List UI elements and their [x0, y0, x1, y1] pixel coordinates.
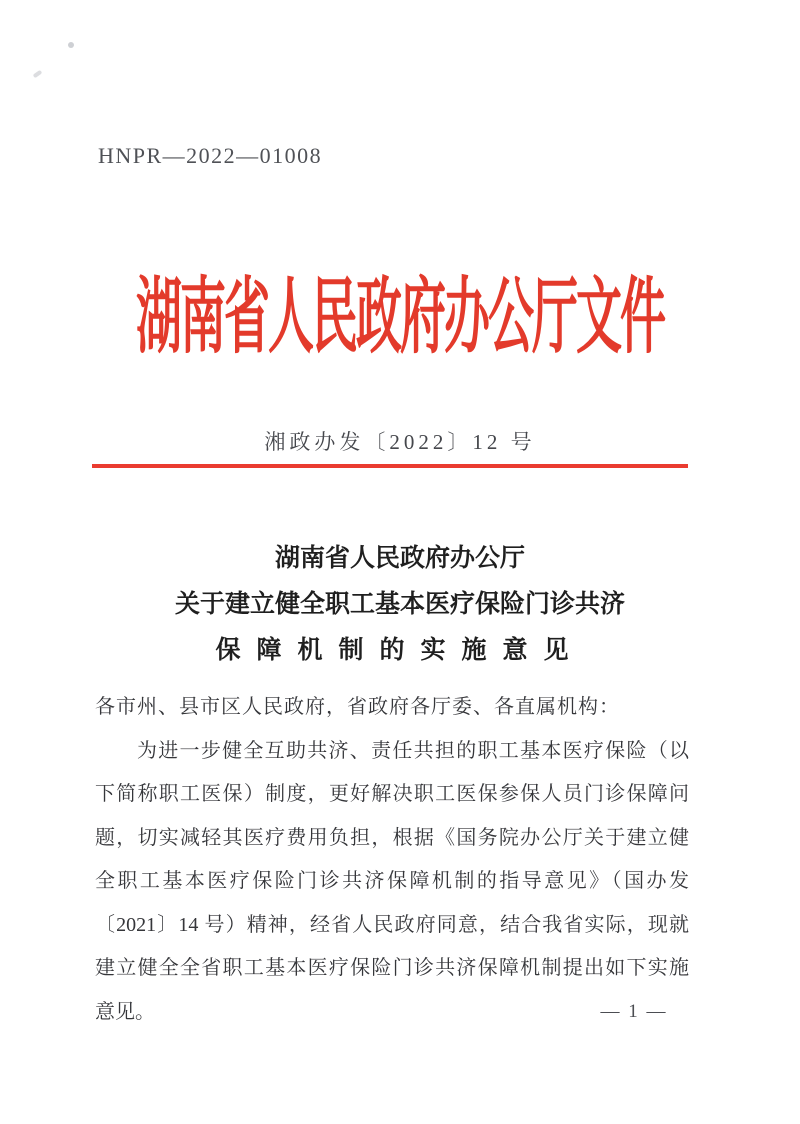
registry-number: HNPR—2022—01008	[98, 143, 323, 168]
document-title-line-3: 保障机制的实施意见	[215, 637, 585, 664]
body-text-line: 题，切实减轻其医疗费用负担，根据《国务院办公厅关于建立健	[95, 826, 689, 849]
document-title	[0, 536, 800, 674]
body-text-line: 意见。	[95, 1000, 155, 1023]
body-text-line: 〔2021〕14 号）精神，经省人民政府同意，结合我省实际，现就	[95, 913, 689, 936]
document-title-line-2: 关于建立健全职工基本医疗保险门诊共济	[174, 591, 625, 618]
document-title-line-1: 湖南省人民政府办公厅	[274, 545, 525, 572]
document-number: 湘政办发〔2022〕12 号	[264, 430, 536, 454]
body-text-line: 为进一步健全互助共济、责任共担的职工基本医疗保险（以	[137, 739, 689, 762]
salutation-line: 各市州、县市区人民政府，省政府各厅委、各直属机构：	[95, 696, 620, 718]
scan-speck	[68, 42, 74, 48]
red-header-banner	[0, 268, 800, 368]
red-divider-rule	[92, 464, 688, 468]
document-body	[95, 686, 689, 1034]
page-number: — 1 —	[600, 1001, 668, 1022]
issuer-banner-title: 湖南省人民政府办公厅文件	[136, 271, 664, 363]
body-text-line: 下简称职工医保）制度，更好解决职工医保参保人员门诊保障问	[95, 783, 689, 805]
scan-speck	[33, 70, 43, 78]
body-text-line: 全职工基本医疗保险门诊共济保障机制的指导意见》（国办发	[95, 870, 689, 892]
body-text-line: 建立健全全省职工基本医疗保险门诊共济保障机制提出如下实施	[95, 957, 689, 979]
